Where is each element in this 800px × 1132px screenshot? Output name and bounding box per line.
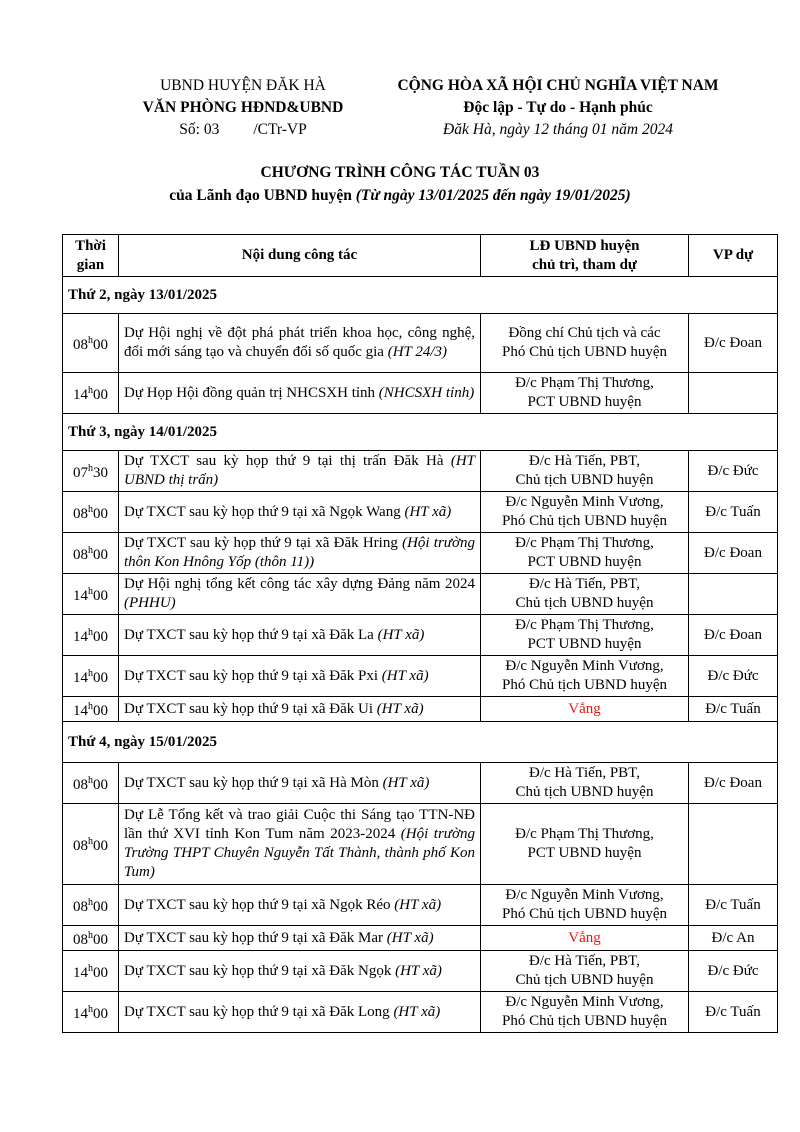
table-row (63, 763, 778, 804)
office-attendee-cell: Đ/c Tuấn (689, 697, 778, 722)
time-cell (63, 492, 119, 533)
lead-line-1: Đ/c Phạm Thị Thương, (515, 375, 654, 391)
table-row (63, 951, 778, 992)
time-hour-marker: h (88, 897, 93, 908)
lead-line-1: Đ/c Nguyễn Minh Vương, (505, 887, 664, 903)
office-attendee-cell: Đ/c Tuấn (689, 492, 778, 533)
time-minute: 00 (93, 547, 108, 563)
time-minute: 00 (93, 337, 108, 353)
time-cell (63, 373, 119, 414)
day-label: Thứ 4, ngày 15/01/2025 (63, 722, 778, 763)
time-cell (63, 697, 119, 722)
document-title: CHƯƠNG TRÌNH CÔNG TÁC TUẦN 03 (260, 164, 540, 181)
content-location: (HT xã) (386, 929, 434, 946)
header-time-line-2: gian (76, 256, 105, 273)
schedule-body (63, 277, 778, 1033)
content-cell (119, 885, 481, 926)
lead-line-1: Đ/c Nguyễn Minh Vương, (505, 658, 664, 674)
time-minute: 00 (93, 670, 108, 686)
document-number (118, 119, 368, 141)
time-hour-marker: h (88, 463, 93, 474)
content-cell (119, 314, 481, 373)
content-cell (119, 492, 481, 533)
lead-cell (481, 697, 689, 722)
time-hour: 14 (73, 1006, 88, 1022)
lead-cell (481, 763, 689, 804)
place-date: Đăk Hà, ngày 12 tháng 01 năm 2024 (443, 121, 673, 138)
content-location: (HT xã) (394, 896, 442, 913)
content-cell (119, 451, 481, 492)
content-location: (NHCSXH tỉnh) (378, 384, 475, 401)
lead-line-1: Đ/c Nguyễn Minh Vương, (505, 994, 664, 1010)
content-text: Dự TXCT sau kỳ họp thứ 9 tại xã Đăk Ngọk (124, 962, 396, 979)
table-row (63, 615, 778, 656)
time-hour: 08 (73, 899, 88, 915)
content-text: Dự TXCT sau kỳ họp thứ 9 tại xã Đăk Hring (124, 535, 403, 551)
time-hour: 08 (73, 506, 88, 522)
lead-cell (481, 804, 689, 885)
table-row (63, 926, 778, 951)
table-row (63, 314, 778, 373)
table-header-row (63, 235, 778, 277)
content-text: Dự TXCT sau kỳ họp thứ 9 tại xã Đăk Mar (124, 929, 387, 946)
document-number-prefix: Số: 03 (179, 121, 220, 138)
lead-line-2: Chủ tịch UBND huyện (515, 472, 654, 488)
lead-cell (481, 574, 689, 615)
time-hour: 08 (73, 932, 88, 948)
time-cell (63, 992, 119, 1033)
day-row (63, 722, 778, 763)
lead-line-1: Đ/c Hà Tiến, PBT, (529, 453, 640, 469)
office-attendee-cell: Đ/c Đoan (689, 533, 778, 574)
time-cell (63, 804, 119, 885)
table-row (63, 574, 778, 615)
day-label: Thứ 3, ngày 14/01/2025 (63, 414, 778, 451)
lead-line-2: PCT UBND huyện (527, 554, 642, 570)
lead-line-1: Đ/c Hà Tiến, PBT, (529, 765, 640, 781)
time-hour-marker: h (88, 668, 93, 679)
time-hour-marker: h (88, 385, 93, 396)
office-attendee-cell (689, 373, 778, 414)
time-minute: 00 (93, 387, 108, 403)
time-minute: 00 (93, 703, 108, 719)
content-text: Dự Hội nghị về đột phá phát triển khoa học, công nghệ, đổi mới sáng tạo và chuyển đổi số quốc gia (124, 325, 475, 360)
lead-line-2: Phó Chủ tịch UBND huyện (502, 906, 667, 922)
office-attendee-cell: Đ/c Đức (689, 951, 778, 992)
time-hour: 14 (73, 387, 88, 403)
content-cell (119, 373, 481, 414)
header-time-line-1: Thời (75, 237, 106, 254)
content-text: Dự Hội nghị tổng kết công tác xây dựng Đảng năm 2024 (124, 576, 475, 592)
lead-cell (481, 885, 689, 926)
content-location: (HT xã) (395, 962, 442, 979)
time-hour-marker: h (88, 586, 93, 597)
table-row (63, 656, 778, 697)
content-cell (119, 926, 481, 951)
time-cell (63, 656, 119, 697)
content-location: (HT 24/3) (387, 344, 448, 360)
lead-line-2: Phó Chủ tịch UBND huyện (502, 677, 667, 693)
header-office: VP dự (689, 235, 778, 277)
lead-line-1: Đ/c Phạm Thị Thương, (515, 826, 654, 842)
office-attendee-cell: Đ/c Đức (689, 451, 778, 492)
document-number-suffix: /CTr-VP (253, 121, 307, 138)
time-minute: 00 (93, 899, 108, 915)
time-cell (63, 533, 119, 574)
time-hour: 08 (73, 838, 88, 854)
time-hour-marker: h (88, 963, 93, 974)
lead-line-2: PCT UBND huyện (527, 845, 642, 861)
content-location: (Hội trường Trường THPT Chuyên Nguyễn Tất Thành, thành phố Kon Tum) (124, 826, 475, 880)
lead-line-2: Phó Chủ tịch UBND huyện (502, 513, 667, 529)
day-label: Thứ 2, ngày 13/01/2025 (63, 277, 778, 314)
time-hour-marker: h (88, 701, 93, 712)
content-text: Dự TXCT sau kỳ họp thứ 9 tại xã Ngọk Wang (124, 503, 405, 520)
time-hour: 08 (73, 337, 88, 353)
lead-cell (481, 451, 689, 492)
lead-line-2: Phó Chủ tịch UBND huyện (502, 1013, 667, 1029)
content-location: (HT UBND thị trấn) (124, 453, 475, 488)
lead-line-2: Phó Chủ tịch UBND huyện (502, 344, 667, 360)
office-attendee-cell (689, 804, 778, 885)
office-attendee-cell: Đ/c Đoan (689, 763, 778, 804)
lead-cell (481, 951, 689, 992)
table-row (63, 373, 778, 414)
table-row (63, 992, 778, 1033)
day-row (63, 414, 778, 451)
content-cell (119, 615, 481, 656)
lead-line-2: PCT UBND huyện (527, 394, 642, 410)
content-cell (119, 804, 481, 885)
agency-block (118, 75, 368, 141)
content-location: (PHHU) (124, 595, 176, 611)
content-text: Dự TXCT sau kỳ họp thứ 9 tại xã Ngọk Réo (124, 896, 395, 913)
office-attendee-cell: Đ/c Tuấn (689, 885, 778, 926)
content-location: (HT xã) (381, 667, 429, 684)
office-attendee-cell: Đ/c Đoan (689, 615, 778, 656)
lead-line-1: Đ/c Hà Tiến, PBT, (529, 576, 640, 592)
content-location: (HT xã) (377, 626, 425, 643)
content-location: (HT xã) (382, 774, 430, 791)
time-minute: 00 (93, 777, 108, 793)
content-text: Dự TXCT sau kỳ họp thứ 9 tại xã Hà Mòn (124, 774, 383, 791)
content-text: Dự TXCT sau kỳ họp thứ 9 tại thị trấn Đăk Hà (124, 453, 451, 469)
office-attendee-cell: Đ/c Đức (689, 656, 778, 697)
content-text: Dự TXCT sau kỳ họp thứ 9 tại xã Đăk Pxi (124, 667, 382, 684)
content-location: (Hội trường thôn Kon Hnông Yốp (thôn 11)) (124, 535, 475, 570)
table-row (63, 697, 778, 722)
header-content: Nội dung công tác (119, 235, 481, 277)
time-hour: 14 (73, 629, 88, 645)
time-hour-marker: h (88, 504, 93, 515)
lead-line-2: Chủ tịch UBND huyện (515, 972, 654, 988)
time-hour-marker: h (88, 627, 93, 638)
lead-cell (481, 615, 689, 656)
time-hour: 14 (73, 703, 88, 719)
content-text: Dự TXCT sau kỳ họp thứ 9 tại xã Đăk La (124, 626, 378, 643)
time-cell (63, 951, 119, 992)
content-cell (119, 763, 481, 804)
time-hour-marker: h (88, 836, 93, 847)
content-text: Dự Họp Hội đồng quản trị NHCSXH tỉnh (124, 384, 379, 401)
office-attendee-cell: Đ/c An (689, 926, 778, 951)
lead-cell (481, 656, 689, 697)
time-hour-marker: h (88, 775, 93, 786)
content-cell (119, 574, 481, 615)
content-location: (HT xã) (404, 503, 452, 520)
header-time (63, 235, 119, 277)
time-hour: 08 (73, 547, 88, 563)
time-hour-marker: h (88, 335, 93, 346)
subtitle-main: của Lãnh đạo UBND huyện (169, 187, 356, 204)
lead-line-2: PCT UBND huyện (527, 636, 642, 652)
time-cell (63, 763, 119, 804)
table-row (63, 804, 778, 885)
agency-line-1: UBND HUYỆN ĐĂK HÀ (160, 77, 326, 94)
lead-line-1: Đ/c Phạm Thị Thương, (515, 535, 654, 551)
content-cell (119, 697, 481, 722)
content-cell (119, 951, 481, 992)
lead-cell (481, 373, 689, 414)
content-location: (HT xã) (376, 700, 424, 717)
time-hour-marker: h (88, 1004, 93, 1015)
lead-cell (481, 533, 689, 574)
header-lead-line-1: LĐ UBND huyện (529, 237, 640, 254)
lead-line-1: Đ/c Hà Tiến, PBT, (529, 953, 640, 969)
table-row (63, 533, 778, 574)
time-hour-marker: h (88, 930, 93, 941)
lead-cell (481, 492, 689, 533)
time-hour: 14 (73, 588, 88, 604)
lead-cell (481, 992, 689, 1033)
time-hour: 14 (73, 965, 88, 981)
time-cell (63, 885, 119, 926)
time-minute: 30 (93, 465, 108, 481)
time-minute: 00 (93, 629, 108, 645)
subtitle-date-range: (Từ ngày 13/01/2025 đến ngày 19/01/2025) (355, 187, 631, 204)
time-minute: 00 (93, 965, 108, 981)
time-cell (63, 574, 119, 615)
time-minute: 00 (93, 932, 108, 948)
content-cell (119, 656, 481, 697)
lead-line-2: Chủ tịch UBND huyện (515, 784, 654, 800)
office-attendee-cell: Đ/c Đoan (689, 314, 778, 373)
lead-cell (481, 926, 689, 951)
time-cell (63, 926, 119, 951)
lead-line-1: Vắng (568, 700, 601, 717)
time-minute: 00 (93, 1006, 108, 1022)
schedule-table (62, 234, 778, 1033)
time-minute: 00 (93, 838, 108, 854)
lead-cell (481, 314, 689, 373)
header-lead-line-2: chủ trì, tham dự (532, 256, 637, 273)
content-text: Dự TXCT sau kỳ họp thứ 9 tại xã Đăk Ui (124, 700, 377, 717)
table-row (63, 451, 778, 492)
time-hour: 07 (73, 465, 88, 481)
lead-line-2: Chủ tịch UBND huyện (515, 595, 654, 611)
time-cell (63, 615, 119, 656)
nation-name: CỘNG HÒA XÃ HỘI CHỦ NGHĨA VIỆT NAM (397, 77, 719, 94)
lead-line-1: Đồng chí Chủ tịch và các (508, 325, 661, 341)
office-attendee-cell (689, 574, 778, 615)
content-cell (119, 992, 481, 1033)
document-subtitle (0, 185, 800, 207)
time-cell (63, 314, 119, 373)
day-row (63, 277, 778, 314)
lead-line-1: Đ/c Phạm Thị Thương, (515, 617, 654, 633)
header-lead (481, 235, 689, 277)
table-row (63, 492, 778, 533)
lead-line-1: Đ/c Nguyễn Minh Vương, (505, 494, 664, 510)
content-text: Dự TXCT sau kỳ họp thứ 9 tại xã Đăk Long (124, 1003, 394, 1020)
time-minute: 00 (93, 506, 108, 522)
content-cell (119, 533, 481, 574)
time-minute: 00 (93, 588, 108, 604)
office-attendee-cell: Đ/c Tuấn (689, 992, 778, 1033)
motto: Độc lập - Tự do - Hạnh phúc (463, 99, 653, 116)
time-hour-marker: h (88, 545, 93, 556)
agency-line-2: VĂN PHÒNG HĐND&UBND (142, 99, 344, 116)
time-hour: 14 (73, 670, 88, 686)
time-hour: 08 (73, 777, 88, 793)
content-text: Dự Lễ Tổng kết và trao giải Cuộc thi Sáng tạo TTN-NĐ lần thứ XVI tỉnh Kon Tum năm 2023-2024 (124, 807, 475, 842)
time-cell (63, 451, 119, 492)
lead-line-1: Vắng (568, 929, 601, 946)
content-location: (HT xã) (393, 1003, 441, 1020)
table-row (63, 885, 778, 926)
national-motto-block (378, 75, 738, 141)
